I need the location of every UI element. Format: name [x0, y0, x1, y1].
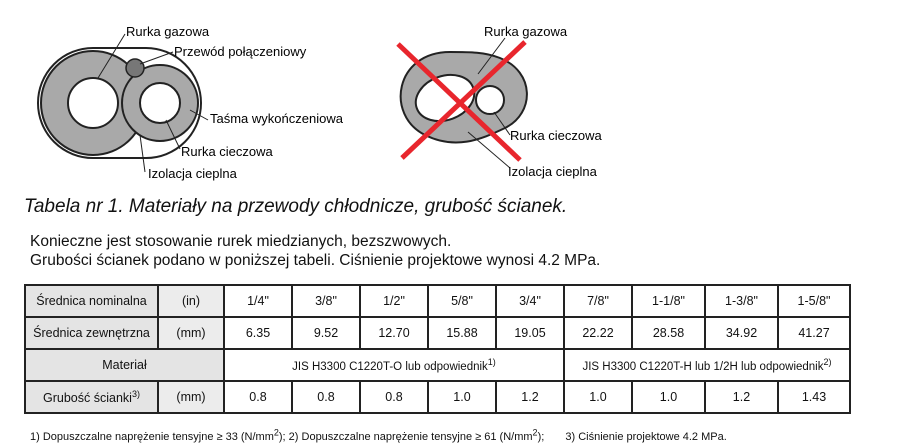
correct-arrangement — [38, 24, 344, 181]
table-cell: 1.43 — [778, 381, 850, 413]
material-1-note: 1) — [487, 357, 496, 368]
table-caption: Tabela nr 1. Materiały na przewody chłodnicze, grubość ścianek. — [24, 196, 568, 217]
table-cell: 12.70 — [360, 317, 428, 349]
material-cell-1 — [224, 349, 564, 381]
gas-pipe — [68, 78, 118, 128]
unit-cell: (in) — [158, 285, 224, 317]
row-label: Średnica nominalna — [25, 285, 158, 317]
material-2-note: 2) — [823, 357, 832, 368]
table-cell: 6.35 — [224, 317, 292, 349]
row-material — [25, 349, 850, 381]
table-cell: 1-3/8" — [705, 285, 778, 317]
footnote-part-b: ); 2) Dopuszczalne naprężenie tensyjne ≥ 61 (N/mm — [278, 430, 533, 443]
material-1-text: JIS H3300 C1220T-O lub odpowiednik — [292, 360, 488, 373]
label-liquid-pipe: Rurka cieczowa — [181, 144, 273, 159]
row-wall-thickness — [25, 381, 850, 413]
leader-insulation-wrong — [468, 132, 510, 168]
table-cell: 15.88 — [428, 317, 496, 349]
table-cell: 1.0 — [632, 381, 705, 413]
row-nominal-diameter — [25, 285, 850, 317]
footnotes — [30, 427, 745, 443]
footnote-part-c: ); — [537, 430, 545, 443]
material-2-text: JIS H3300 C1220T-H lub 1/2H lub odpowiednik — [582, 360, 824, 373]
connecting-wire — [126, 59, 144, 77]
table-cell: 1.0 — [564, 381, 632, 413]
table-cell: 1.0 — [428, 381, 496, 413]
table-cell: 1.2 — [705, 381, 778, 413]
liquid-pipe-wrong — [476, 86, 504, 114]
sq-1: 2 — [273, 427, 279, 437]
pipe-insulation-diagram — [0, 0, 906, 192]
footnote-1-2 — [30, 427, 545, 443]
table-cell: 3/8" — [292, 285, 360, 317]
table-cell: 28.58 — [632, 317, 705, 349]
label-insulation-wrong: Izolacja cieplna — [508, 164, 597, 179]
label-connecting-wire: Przewód połączeniowy — [174, 44, 307, 59]
label-gas-pipe-wrong: Rurka gazowa — [484, 24, 568, 39]
table-cell: 7/8" — [564, 285, 632, 317]
intro-line-1: Konieczne jest stosowanie rurek miedzianych, bezszwowych. — [30, 233, 452, 250]
table-cell: 0.8 — [360, 381, 428, 413]
table-cell: 1.2 — [496, 381, 564, 413]
table-cell: 1-1/8" — [632, 285, 705, 317]
table-cell: 5/8" — [428, 285, 496, 317]
table-cell: 9.52 — [292, 317, 360, 349]
liquid-pipe — [140, 83, 180, 123]
row-label: Średnica zewnętrzna — [25, 317, 158, 349]
table-cell: 22.22 — [564, 317, 632, 349]
label-gas-pipe: Rurka gazowa — [126, 24, 210, 39]
table-cell: 1/2" — [360, 285, 428, 317]
row-label — [25, 381, 158, 413]
label-liquid-pipe-wrong: Rurka cieczowa — [510, 128, 602, 143]
table-cell: 19.05 — [496, 317, 564, 349]
material-cell-2 — [564, 349, 850, 381]
footnote-3: 3) Ciśnienie projektowe 4.2 MPa. — [565, 430, 727, 443]
unit-cell: (mm) — [158, 381, 224, 413]
row-label: Materiał — [25, 349, 224, 381]
unit-cell: (mm) — [158, 317, 224, 349]
thickness-label-text: Grubość ścianki — [43, 391, 132, 406]
row-outer-diameter — [25, 317, 850, 349]
table-cell: 34.92 — [705, 317, 778, 349]
sq-2: 2 — [532, 427, 538, 437]
table-cell: 41.27 — [778, 317, 850, 349]
intro-line-2: Grubości ścianek podano w poniższej tabeli. Ciśnienie projektowe wynosi 4.2 MPa. — [30, 252, 601, 269]
table-cell: 0.8 — [224, 381, 292, 413]
intro-text — [30, 232, 600, 270]
table-cell: 1/4" — [224, 285, 292, 317]
pipe-spec-table — [24, 284, 851, 414]
thickness-label-note: 3) — [131, 388, 140, 399]
table-cell: 1-5/8" — [778, 285, 850, 317]
incorrect-arrangement — [398, 24, 603, 179]
label-insulation: Izolacja cieplna — [148, 166, 237, 181]
label-finishing-tape: Taśma wykończeniowa — [210, 111, 343, 126]
table-cell: 0.8 — [292, 381, 360, 413]
table-cell: 3/4" — [496, 285, 564, 317]
footnote-part-a: 1) Dopuszczalne naprężenie tensyjne ≥ 33 (N/mm — [30, 430, 274, 443]
